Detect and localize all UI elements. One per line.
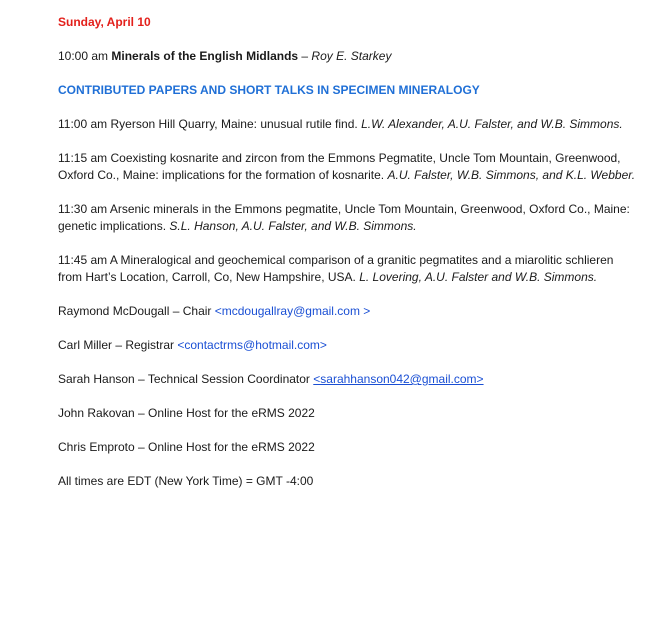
talk-entry: [58, 150, 638, 184]
keynote-title: Minerals of the English Midlands: [111, 49, 299, 63]
talk-authors: L. Lovering, A.U. Falster and W.B. Simmons.: [359, 270, 598, 284]
email-link-coordinator[interactable]: <sarahhanson042@gmail.com>: [313, 372, 484, 386]
keynote-separator: –: [298, 49, 312, 63]
talk-title: Coexisting kosnarite and zircon from the Emmons Pegmatite, Uncle Tom Mountain, Greenwood, Oxford Co., Maine: implications for the formation of kosnarite.: [58, 151, 621, 182]
contact-role: Carl Miller – Registrar: [58, 338, 178, 352]
contact-coordinator: [58, 371, 638, 388]
talk-title: Arsenic minerals in the Emmons pegmatite, Uncle Tom Mountain, Greenwood, Oxford Co., Maine: genetic implications.: [58, 202, 630, 233]
schedule-document: [58, 14, 638, 490]
talk-time: 11:00 am: [58, 117, 108, 131]
talk-authors: A.U. Falster, W.B. Simmons, and K.L. Webber.: [387, 168, 636, 182]
talk-entry: [58, 116, 638, 133]
talk-entry: [58, 201, 638, 235]
section-heading: CONTRIBUTED PAPERS AND SHORT TALKS IN SPECIMEN MINERALOGY: [58, 83, 480, 97]
timezone-note: All times are EDT (New York Time) = GMT -4:00: [58, 474, 314, 488]
contact-online-host: [58, 439, 638, 456]
talk-authors: S.L. Hanson, A.U. Falster, and W.B. Simmons.: [169, 219, 417, 233]
talk-title: A Mineralogical and geochemical comparison of a granitic pegmatites and a miarolitic schlieren from Hart’s Location, Carroll, Co, New Hampshire, USA.: [58, 253, 614, 284]
contact-role: Chris Emproto – Online Host for the eRMS 2022: [58, 440, 315, 454]
contact-role: Sarah Hanson – Technical Session Coordinator: [58, 372, 314, 386]
schedule-date: Sunday, April 10: [58, 15, 151, 29]
talk-time: 11:30 am: [58, 202, 108, 216]
contact-registrar: [58, 337, 638, 354]
talk-authors: L.W. Alexander, A.U. Falster, and W.B. Simmons.: [361, 117, 623, 131]
talk-time: 11:15 am: [58, 151, 108, 165]
email-link-registrar[interactable]: <contactrms@hotmail.com>: [177, 338, 327, 352]
contact-online-host: [58, 405, 638, 422]
keynote-speaker: Roy E. Starkey: [311, 49, 392, 63]
contact-role: John Rakovan – Online Host for the eRMS 2022: [58, 406, 315, 420]
keynote-entry: [58, 48, 638, 65]
keynote-time: 10:00 am: [58, 49, 109, 63]
email-link-chair[interactable]: <mcdougallray@gmail.com >: [214, 304, 371, 318]
talk-time: 11:45 am: [58, 253, 108, 267]
contact-chair: [58, 303, 638, 320]
talk-title: Ryerson Hill Quarry, Maine: unusual rutile find.: [110, 117, 358, 131]
contact-role: Raymond McDougall – Chair: [58, 304, 215, 318]
talk-entry: [58, 252, 638, 286]
